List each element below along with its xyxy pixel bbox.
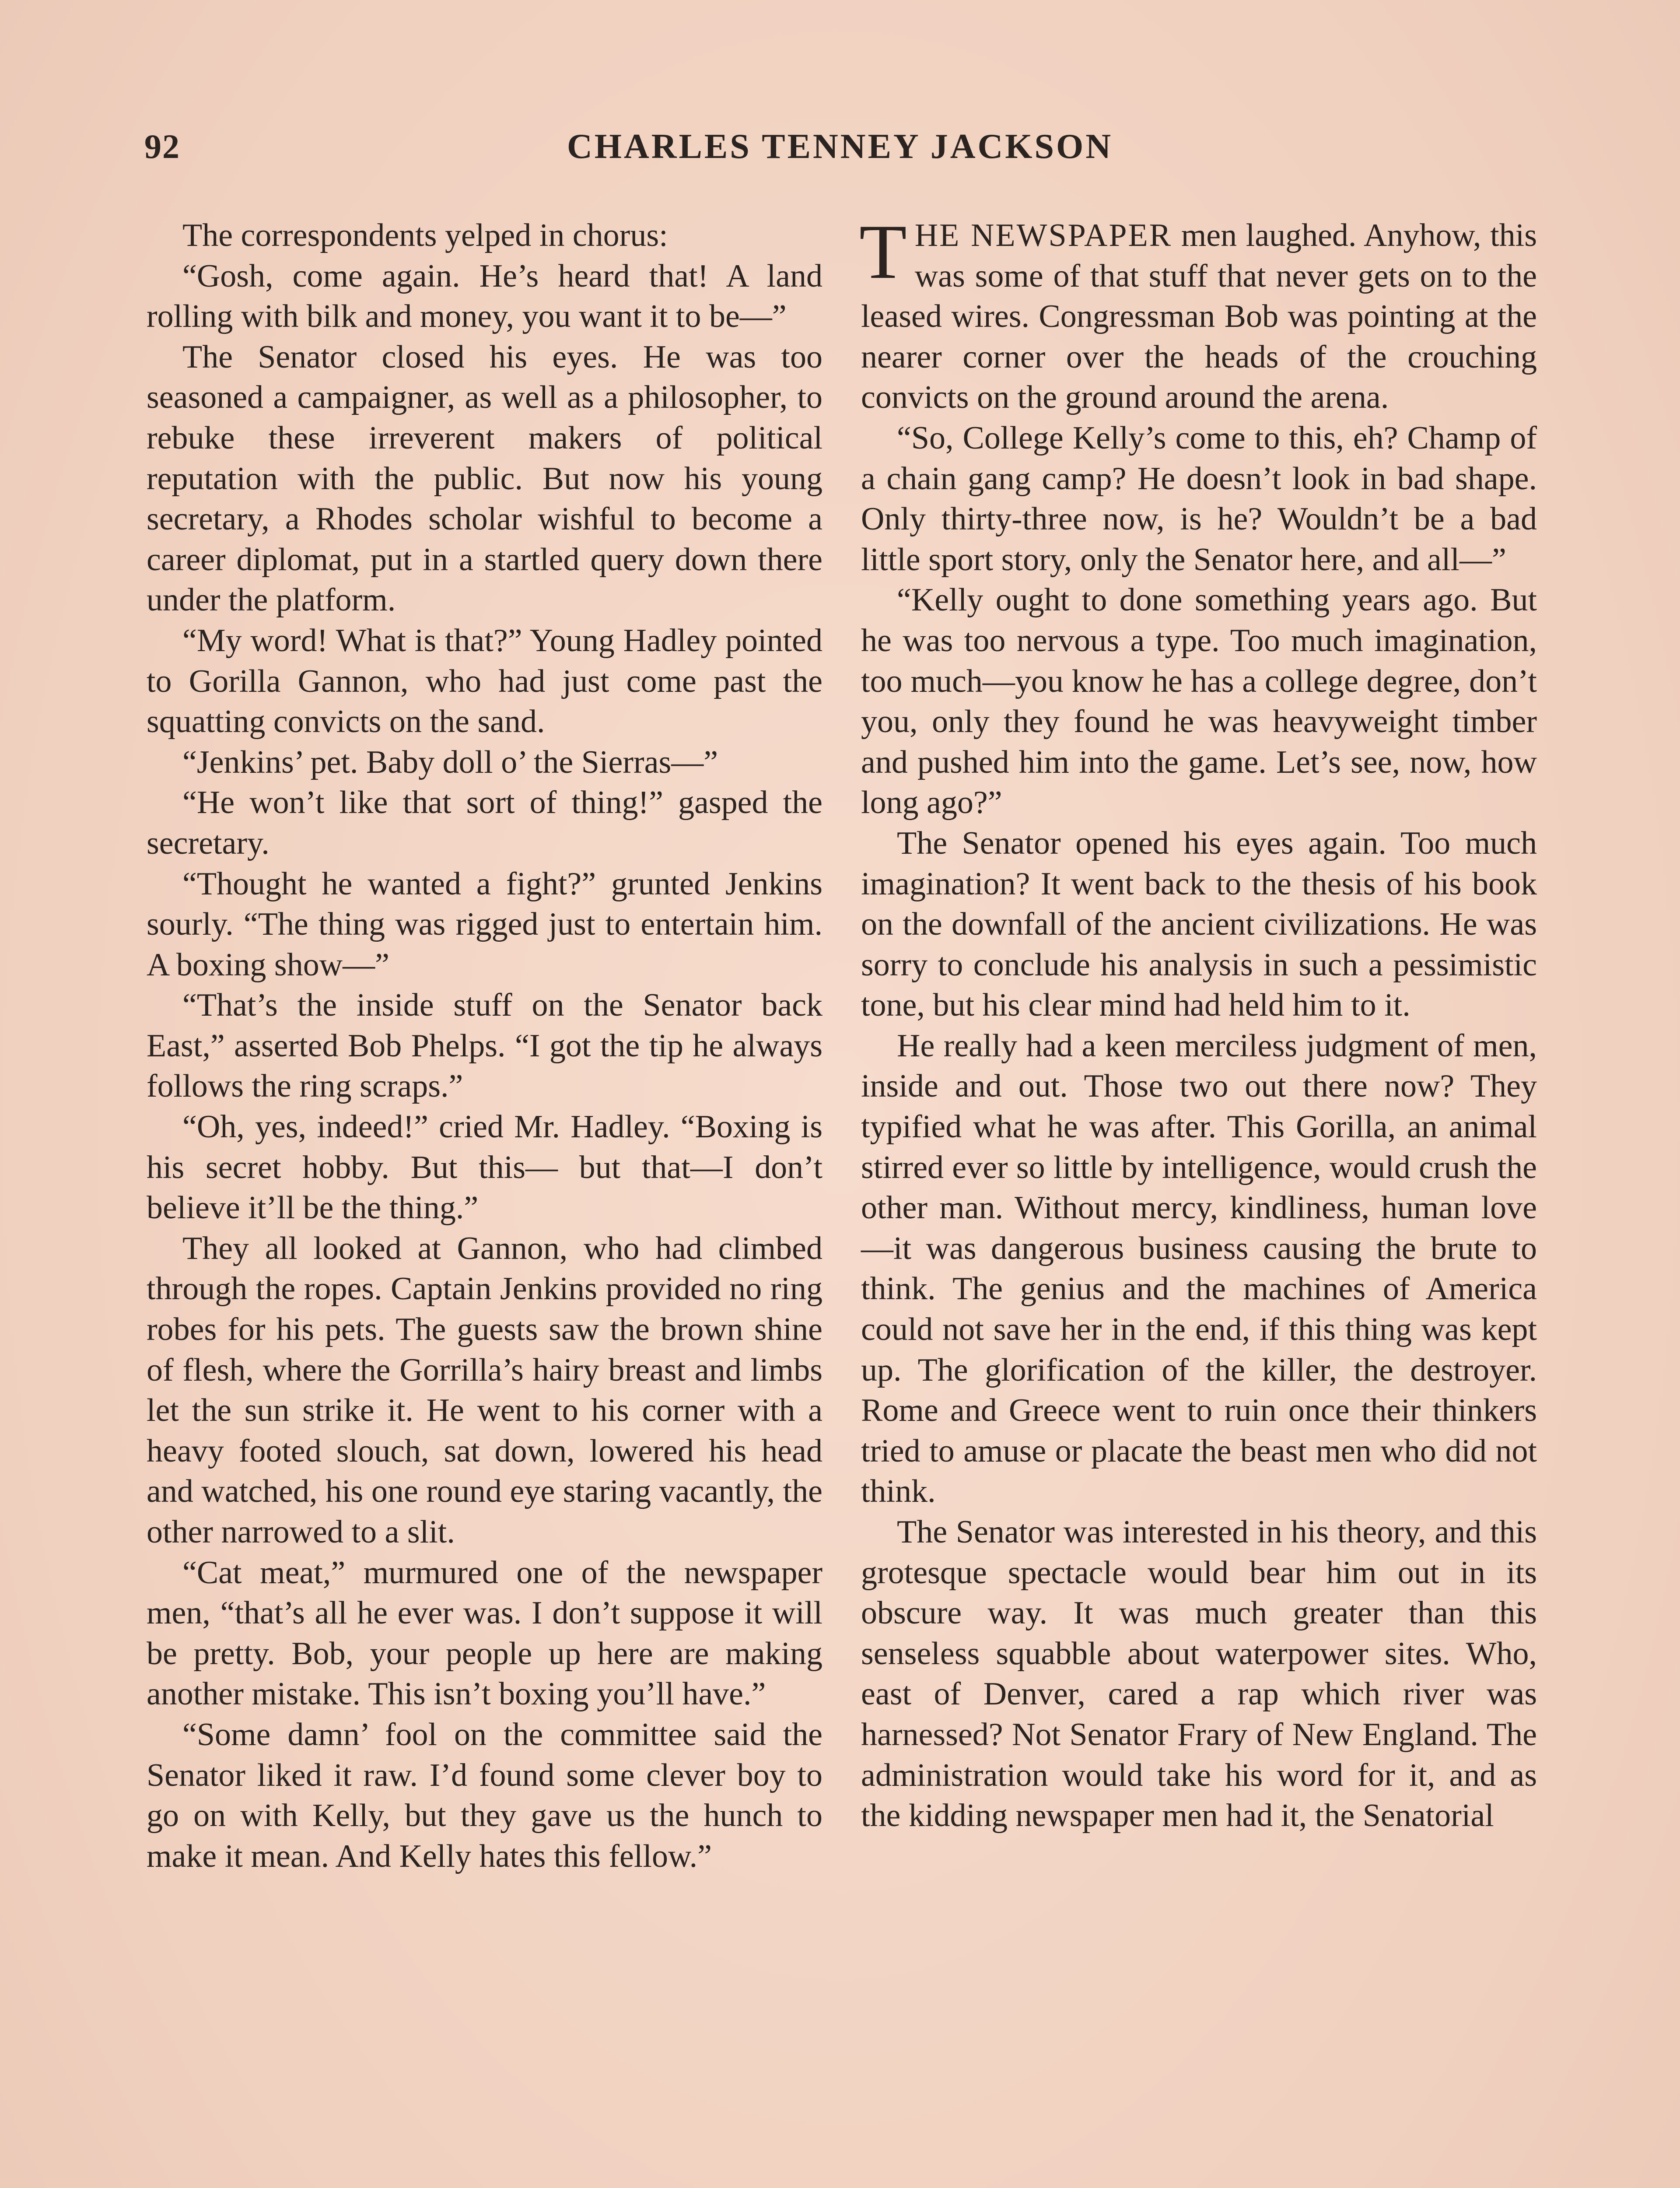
lead-paragraph [859, 208, 1537, 418]
paragraph: He really had a keen merciless judgment of men, inside and out. Those two out there now? They typified what he was after. This Gorilla, an animal stirred ever so little by intelligence, would crush the other man. Without mercy, kindliness, human love—it was dangerous business causing the brute to think. The genius and the machines of America could not save her in the end, if this thing was kept up. The glorification of the killer, the destroyer. Rome and Greece went to ruin once their thinkers tried to amuse or placate the beast men who did not think. [861, 1027, 1537, 1510]
page-header [144, 127, 1536, 184]
paragraph: “Gosh, come again. He’s heard that! A land rolling with bilk and money, you want it to be—” [147, 258, 822, 335]
lead-caps: HE NEWSPAPER [914, 217, 1172, 253]
running-head: CHARLES TENNEY JACKSON [567, 127, 1113, 166]
paragraph: “My word! What is that?” Young Hadley pointed to Gorilla Gannon, who had just come past the squatting convicts on the sand. [147, 622, 822, 740]
paragraph: The Senator was interested in his theory, and this grotesque spectacle would bear him out in its obscure way. It was much greater than this senseless squabble about waterpower sites. Who, east of Denver, cared a rap which river was harnessed? Not Senator Frary of New England. The administration would take his word for it, and as the kidding newspaper men had it, the Senatorial [861, 1514, 1537, 1834]
paragraph: “Thought he wanted a fight?” grunted Jenkins sourly. “The thing was rigged just to entertain him. A boxing show—” [147, 866, 822, 983]
right-column [859, 208, 1537, 1836]
paragraph: “Oh, yes, indeed!” cried Mr. Hadley. “Boxing is his secret hobby. But this— but that—I don’t believe it’ll be the thing.” [147, 1109, 822, 1226]
paragraph: They all looked at Gannon, who had climbed through the ropes. Captain Jenkins provided no ring robes for his pets. The guests saw the brown shine of flesh, where the Gorrilla’s hairy breast and limbs let the sun strike it. He went to his corner with a heavy footed slouch, sat down, lowered his head and watched, his one round eye staring vacantly, the other narrowed to a slit. [147, 1230, 822, 1550]
paragraph: The Senator opened his eyes again. Too much imagination? It went back to the thesis of his book on the downfall of the ancient civilizations. He was sorry to conclude his analysis in such a pessimistic tone, but his clear mind had held him to it. [861, 825, 1537, 1024]
page-number: 92 [144, 127, 180, 165]
left-column [147, 215, 822, 1876]
paragraph: “He won’t like that sort of thing!” gasped the secretary. [147, 785, 822, 861]
paragraph: “Some damn’ fool on the committee said the Senator liked it raw. I’d found some clever boy to go on with Kelly, but they gave us the hunch to make it mean. And Kelly hates this fellow.” [147, 1716, 822, 1874]
paragraph: “Jenkins’ pet. Baby doll o’ the Sierras—” [182, 744, 718, 780]
paragraph: The Senator closed his eyes. He was too seasoned a campaigner, as well as a philosopher, to rebuke these irreverent makers of political reputation with the public. But now his young secretary, a Rhodes scholar wishful to become a career diplomat, put in a startled query down there under the platform. [147, 339, 822, 618]
paragraph: “So, College Kelly’s come to this, eh? Champ of a chain gang camp? He doesn’t look in bad shape. Only thirty-three now, is he? Wouldn’t be a bad little sport story, only the Senator here, and all—” [861, 420, 1537, 578]
paragraph: The correspondents yelped in chorus: [182, 217, 668, 253]
lead-text: men laughed. Anyhow, this was some of that stuff that never gets on to the leased wires. Congressman Bob was pointing at the nearer corner over the heads of the crouching convicts on the ground around the arena. [861, 217, 1537, 416]
paragraph: “Kelly ought to done something years ago. But he was too nervous a type. Too much imagination, too much—you know he has a college degree, don’t you, only they found he was heavyweight timber and pushed him into the game. Let’s see, now, how long ago?” [861, 582, 1537, 821]
paragraph: “That’s the inside stuff on the Senator back East,” asserted Bob Phelps. “I got the tip he always follows the ring scraps.” [147, 987, 822, 1105]
paragraph: “Cat meat,” murmured one of the newspaper men, “that’s all he ever was. I don’t suppose it will be pretty. Bob, your people up here are making another mistake. This isn’t boxing you’ll have.” [147, 1554, 822, 1712]
drop-cap: T [859, 208, 907, 295]
